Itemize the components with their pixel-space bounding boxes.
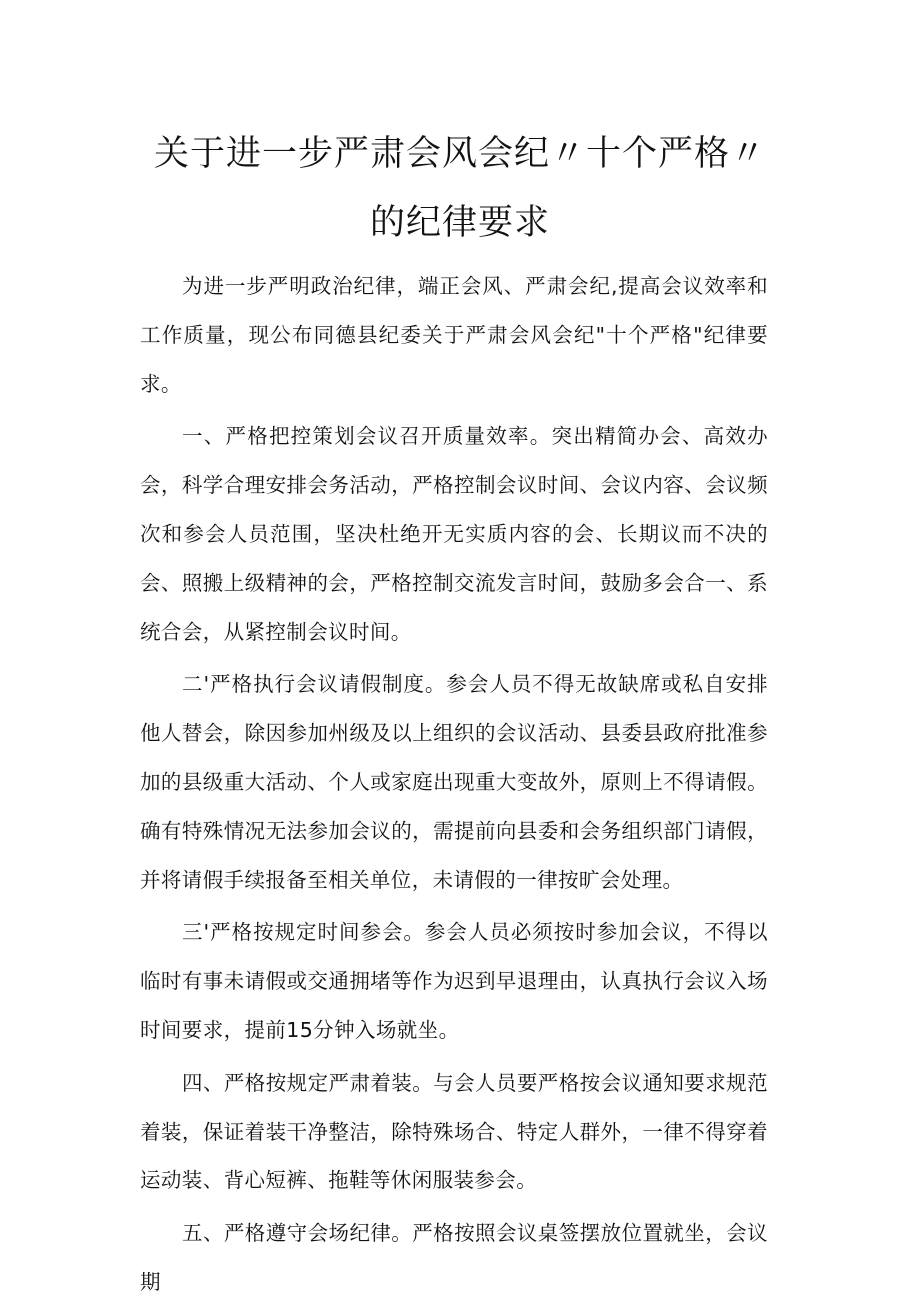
paragraph-item-4: 四、严格按规定严肃着装。与会人员要严格按会议通知要求规范着装，保证着装干净整洁，除特殊场合、特定人群外，一律不得穿着运动装、背心短裤、拖鞋等休闲服装参会。 (140, 1070, 768, 1193)
document-body (140, 262, 768, 1311)
paragraph-item-3: 三'严格按规定时间参会。参会人员必须按时参加会议，不得以临时有事未请假或交通拥堵等作为迟到早退理由，认真执行会议入场时间要求，提前15分钟入场就坐。 (140, 920, 768, 1042)
document-title-line-2: 的纪律要求 (369, 203, 550, 243)
document-title-line-1: 关于进一步严肃会风会纪〃十个严格〃 (153, 134, 766, 174)
paragraph-item-5: 五、严格遵守会场纪律。严格按照会议桌签摆放位置就坐，会议期 (140, 1221, 768, 1294)
paragraph-intro: 为进一步严明政治纪律，端正会风、严肃会纪,提高会议效率和工作质量，现公布同德县纪委关于严肃会风会纪"十个严格"纪律要求。 (140, 274, 768, 396)
paragraph-item-2: 二'严格执行会议请假制度。参会人员不得无故缺席或私自安排他人替会，除因参加州级及以上组织的会议活动、县委县政府批准参加的县级重大活动、个人或家庭出现重大变故外，原则上不得请假。确有特殊情况无法参加会议的，需提前向县委和会务组织部门请假，并将请假手续报备至相关单位，未请假的一律按旷会处理。 (140, 672, 768, 892)
paragraph-item-1: 一、严格把控策划会议召开质量效率。突出精简办会、高效办会，科学合理安排会务活动，严格控制会议时间、会议内容、会议频次和参会人员范围，坚决杜绝开无实质内容的会、长期议而不决的会、照搬上级精神的会，严格控制交流发言时间，鼓励多会合一、系统合会，从紧控制会议时间。 (140, 424, 768, 644)
